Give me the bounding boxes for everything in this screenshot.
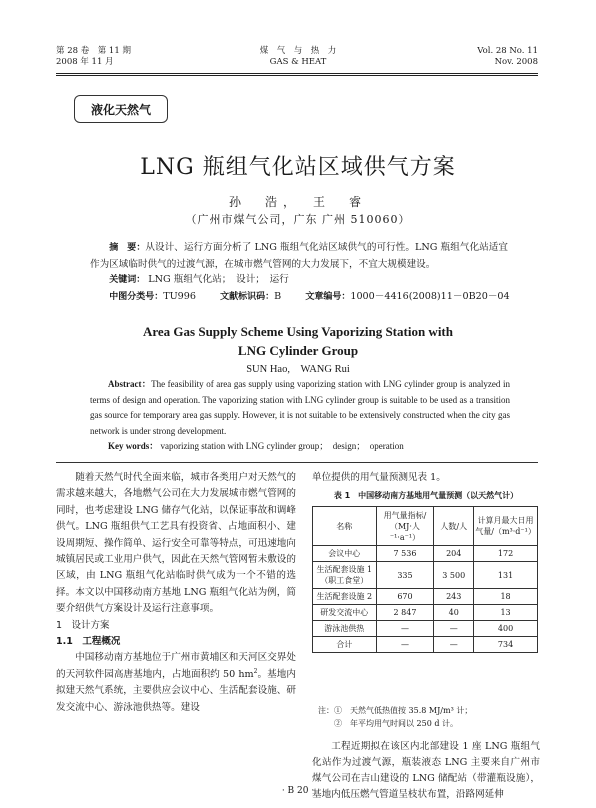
table-cell: —	[434, 621, 474, 637]
article-title-en-line2: LNG Cylinder Group	[237, 343, 359, 358]
keywords-en-text: vaporizing station with LNG cylinder group； design； operation	[160, 441, 404, 451]
gas-demand-table	[312, 506, 538, 653]
project-overview-paragraph	[56, 650, 296, 716]
header-rule-bottom	[56, 75, 538, 76]
affiliation-cn: （广州市煤气公司，广东 广州 510060）	[185, 213, 411, 226]
table-row	[313, 621, 538, 637]
table-cell: 172	[474, 546, 538, 562]
section-heading-1: 1 设计方案	[56, 619, 110, 631]
right-body-paragraph: 工程近期拟在该区内北部建设 1 座 LNG 瓶组气化站作为过渡气源，瓶装液态 LNG 主要来自广州市煤气公司在吉山建设的 LNG 储配站（带灌瓶设施），基地内低压燃气管道呈枝状布置，沿路网延伸	[312, 741, 540, 800]
table-cell: 131	[474, 562, 538, 589]
table-row	[313, 637, 538, 653]
table-cell: 40	[434, 605, 474, 621]
table-cell: 18	[474, 589, 538, 605]
abstract-cn-text: 从设计、运行方面分析了 LNG 瓶组气化站区域供气的可行性。LNG 瓶组气化站适宜作为区域临时供气的过渡气源，在城市燃气管网的大力发展下，不宜大规模建设。	[90, 242, 508, 270]
table-cell: 734	[474, 637, 538, 653]
table-intro-line: 单位提供的用气量预测见表 1。	[312, 472, 446, 483]
section-heading-1-1: 1.1 工程概况	[56, 636, 121, 648]
table-header-row	[313, 507, 538, 546]
table-cell: 2 847	[376, 605, 434, 621]
journal-volume-en	[477, 46, 538, 68]
table-row	[313, 562, 538, 589]
table-note-1: 注：① 天然气低热值按 35.8 MJ/m³ 计；	[318, 706, 473, 715]
table-header-cell: 人数/人	[434, 507, 474, 546]
page-number: · B 20 ·	[281, 786, 315, 796]
table-cell: —	[434, 637, 474, 653]
table-cell: 7 536	[376, 546, 434, 562]
table-cell: 3 500	[434, 562, 474, 589]
table-cell: 生活配套设施 1（职工食堂）	[313, 562, 377, 589]
keywords-en-label: Key words：	[108, 441, 159, 451]
article-title-en-line1: Area Gas Supply Scheme Using Vaporizing Station with	[142, 324, 453, 339]
authors-cn: 孙 浩， 王 睿	[228, 195, 367, 209]
journal-name-cn: 煤 气 与 热 力	[259, 46, 337, 56]
overview-text: 中国移动南方基地位于广州市黄埔区和天河区交界处的天河软件园高唐基地内，占地面积约 50 hm	[56, 652, 296, 680]
article-title-cn: LNG 瓶组气化站区域供气方案	[140, 155, 456, 180]
table-note-2: ② 年平均用气时间以 250 d 计。	[334, 719, 459, 728]
classification-line	[90, 289, 508, 306]
overview-text-end: 。基地内拟建天然气系统，主要供应会议中心、生活配套设施、研发交流中心、游泳池供热等。建设	[56, 668, 296, 713]
class-number-value: TU996	[163, 290, 196, 302]
abstract-cn	[90, 240, 508, 305]
table-cell: 生活配套设施 2	[313, 589, 377, 605]
article-number-value: 1000－4416(2008)11－0B20－04	[350, 290, 510, 302]
abstract-cn-label: 摘 要：	[109, 243, 146, 253]
authors-en: SUN Hao, WANG Rui	[246, 364, 350, 375]
class-number-label: 中图分类号：	[109, 291, 164, 302]
table-cell: 合计	[313, 637, 377, 653]
table-caption: 表 1 中国移动南方基地用气量预测（以天然气计）	[333, 491, 519, 500]
table-cell: 13	[474, 605, 538, 621]
table-row	[313, 605, 538, 621]
intro-paragraph: 随着天然气时代全面来临，城市各类用户对天然气的需求越来越大，各地燃气公司在大力发展城市燃气管网的同时，也考虑建设 LNG 储存气化站，以保证事故和调峰供气。LNG 瓶组供气工艺具有投资省、占地面积小、建设周期短、操作简单、运行安全可靠等特点，可迅速地向城镇居民或工业用户供气，因此在天然气管网暂未敷设的区域，由 LNG 瓶组气化站临时供气成为一个不错的选择。本文以中国移动南方基地 LNG 瓶组气化站为例，简要介绍供气方案设计及运行注意事项。	[56, 472, 296, 615]
keywords-cn-label: 关键词：	[109, 275, 146, 285]
issue-date: 2008 年 11 月	[56, 57, 114, 67]
table-cell: —	[376, 621, 434, 637]
abstract-en	[90, 377, 510, 439]
body-left-column	[56, 470, 296, 716]
table-cell: 243	[434, 589, 474, 605]
issue-date-en: Nov. 2008	[494, 57, 538, 67]
table-header-cell: 计算月最大日用气量/（m³·d⁻¹）	[474, 507, 538, 546]
table-header-cell: 名称	[313, 507, 377, 546]
section-tag: 液化天然气	[74, 95, 168, 123]
header-rule-top	[56, 73, 538, 74]
volume-issue-en: Vol. 28 No. 11	[477, 46, 538, 56]
abstract-en-text: The feasibility of area gas supply using vaporizing station with LNG cylinder group is analyzed in terms of design and operation. The vaporizing station with LNG cylinder group is suitable to be used as a transition gas source for temporary area gas supply. However, it is not suitable to be extensively constructed when the city gas network is under strong development.	[90, 379, 510, 436]
keywords-cn-text: LNG 瓶组气化站； 设计； 运行	[148, 274, 289, 285]
table-cell: —	[376, 637, 434, 653]
table-cell: 670	[376, 589, 434, 605]
table-cell: 研发交流中心	[313, 605, 377, 621]
table-notes	[318, 704, 540, 730]
article-number-label: 文章编号：	[305, 291, 351, 302]
area-unit-superscript: 2	[253, 667, 258, 675]
article-title-en	[0, 322, 596, 360]
table-cell: 游泳池供热	[313, 621, 377, 637]
volume-issue: 第 28 卷 第 11 期	[56, 46, 131, 56]
table-cell: 会议中心	[313, 546, 377, 562]
abstract-cn-paragraph	[90, 240, 508, 272]
table-row	[313, 589, 538, 605]
doc-code-value: B	[274, 290, 282, 302]
table-cell: 400	[474, 621, 538, 637]
keywords-en	[90, 439, 510, 452]
table-cell: 335	[376, 562, 434, 589]
table-row	[313, 546, 538, 562]
table-cell: 204	[434, 546, 474, 562]
doc-code-label: 文献标识码：	[220, 291, 275, 302]
abstract-separator	[56, 462, 538, 463]
table-header-cell: 用气量指标/（MJ·人⁻¹·a⁻¹）	[376, 507, 434, 546]
journal-name-en: GAS & HEAT	[269, 57, 327, 67]
abstract-en-label: Abstract：	[108, 379, 152, 389]
keywords-cn	[90, 272, 508, 289]
